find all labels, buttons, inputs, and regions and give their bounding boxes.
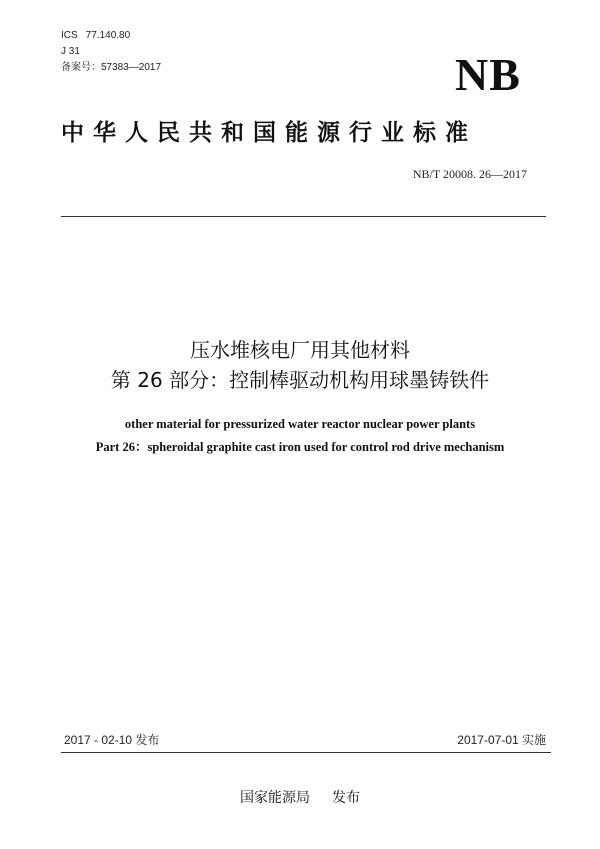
release-date: 2017 - 02-10 发布 — [64, 733, 160, 747]
issuer-action: 发布 — [332, 790, 360, 806]
standard-category-title: 中华人民共和国能源行业标准 — [61, 120, 477, 146]
english-title-line-2: Part 26：spheroidal graphite cast iron used for control rod drive mechanism — [95, 440, 505, 454]
nb-logo: NB — [455, 49, 521, 100]
english-title-line-1: other material for pressurized water reactor nuclear power plants — [124, 417, 476, 431]
chinese-title-line-1: 压水堆核电厂用其他材料 — [190, 338, 410, 362]
classification-block — [61, 28, 161, 76]
issuer-name: 国家能源局 — [240, 790, 310, 806]
header-divider — [61, 216, 546, 217]
record-number: 备案号：57383—2017 — [61, 62, 162, 73]
class-code: J 31 — [61, 46, 80, 57]
ics-line — [61, 28, 161, 44]
standard-code: NB/T 20008. 26—2017 — [412, 167, 527, 181]
chinese-title-line-2: 第 26 部分：控制棒驱动机构用球墨铸铁件 — [110, 368, 490, 392]
ics-code: 77.140.80 — [85, 30, 131, 41]
ics-label: ICS — [61, 30, 78, 41]
implementation-date: 2017-07-01 实施 — [457, 733, 546, 747]
footer-divider — [61, 752, 551, 753]
issuer-line — [0, 787, 600, 807]
